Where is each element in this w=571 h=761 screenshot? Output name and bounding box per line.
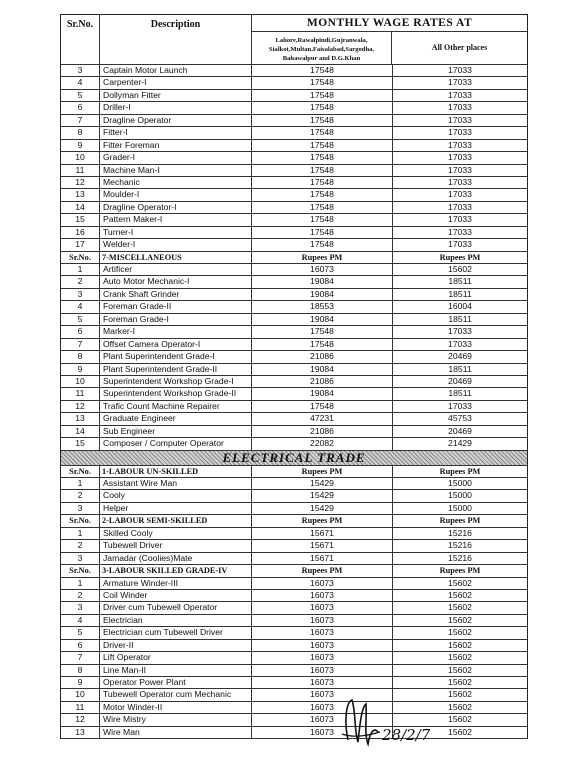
table-row bbox=[61, 578, 527, 590]
sr-no-cell: 10 bbox=[61, 152, 100, 163]
major-cities-rate-cell: 18553 bbox=[252, 301, 393, 312]
description-cell: Dragline Operator bbox=[100, 115, 252, 126]
major-cities-rate-cell: 17548 bbox=[252, 102, 393, 113]
other-places-rate-cell: 15602 bbox=[448, 264, 472, 274]
sr-no-cell: Sr.No. bbox=[61, 252, 100, 263]
sr-no-cell: 8 bbox=[61, 127, 100, 138]
other-places-rate-cell: 15602 bbox=[448, 726, 472, 737]
sr-no-cell: 4 bbox=[61, 301, 100, 312]
other-places-rate-cell: 17033 bbox=[448, 239, 472, 250]
description-cell: 2-LABOUR SEMI-SKILLED bbox=[100, 515, 252, 526]
major-cities-rate-cell: 21086 bbox=[252, 376, 393, 387]
description-heading: Description bbox=[100, 15, 252, 64]
other-places-rate-cell: 15000 bbox=[448, 478, 472, 488]
description-cell: Driller-I bbox=[100, 102, 252, 113]
other-places-rate-cell: 15602 bbox=[448, 689, 472, 700]
other-places-rate-cell: Rupees PM bbox=[439, 252, 481, 262]
other-places-rate-cell: 17033 bbox=[448, 338, 472, 349]
description-cell: Plant Superintendent Grade-I bbox=[100, 351, 252, 362]
table-row bbox=[61, 438, 527, 450]
table-row bbox=[61, 115, 527, 127]
major-cities-rate-cell: Rupees PM bbox=[252, 252, 393, 263]
major-cities-rate-cell: 17548 bbox=[252, 115, 393, 126]
major-cities-rate-cell: 15671 bbox=[252, 553, 393, 564]
other-places-rate-cell: 20469 bbox=[448, 425, 472, 436]
description-cell: Coil Winder bbox=[100, 590, 252, 601]
major-cities-rate-cell: 16073 bbox=[252, 602, 393, 613]
sr-no-cell: 6 bbox=[61, 640, 100, 651]
table-row bbox=[61, 401, 527, 413]
sr-no-cell: 14 bbox=[61, 202, 100, 213]
sr-no-cell: 12 bbox=[61, 401, 100, 412]
table-row bbox=[61, 102, 527, 114]
description-cell: Tubewell Operator cum Mechanic bbox=[100, 689, 252, 700]
sr-no-cell: 3 bbox=[61, 65, 100, 76]
table-row bbox=[61, 276, 527, 288]
other-places-rate-cell: 18511 bbox=[448, 363, 472, 374]
sr-no-cell: 3 bbox=[61, 503, 100, 514]
major-cities-rate-cell: 17548 bbox=[252, 214, 393, 225]
other-places-rate-cell: 17033 bbox=[448, 152, 472, 163]
description-cell: Line Man-II bbox=[100, 665, 252, 676]
major-cities-rate-cell: 17548 bbox=[252, 90, 393, 101]
section-banner: ELECTRICAL TRADE bbox=[61, 451, 527, 466]
sr-no-cell: 1 bbox=[61, 264, 100, 275]
table-row bbox=[61, 264, 527, 276]
other-places-rate-cell: 17033 bbox=[448, 214, 472, 225]
sr-no-cell: 6 bbox=[61, 102, 100, 113]
major-cities-rate-cell: 16073 bbox=[252, 615, 393, 626]
other-places-rate-cell: 17033 bbox=[448, 89, 472, 100]
sr-no-cell: 2 bbox=[61, 590, 100, 601]
major-cities-rate-cell: 15671 bbox=[252, 540, 393, 551]
sr-no-cell: 2 bbox=[61, 490, 100, 501]
other-places-rate-cell: 17033 bbox=[448, 139, 472, 150]
srno-heading: Sr.No. bbox=[61, 15, 100, 64]
other-places-rate-cell: 17033 bbox=[448, 127, 472, 138]
table-row bbox=[61, 376, 527, 388]
description-cell: Welder-I bbox=[100, 239, 252, 250]
other-places-rate-cell: 17033 bbox=[448, 77, 472, 88]
major-cities-rate-cell: 16073 bbox=[252, 727, 393, 738]
major-cities-rate-cell: 22082 bbox=[252, 438, 393, 449]
description-cell: Armature Winder-III bbox=[100, 578, 252, 589]
major-cities-rate-cell: 16073 bbox=[252, 652, 393, 663]
table-row bbox=[61, 189, 527, 201]
table-row bbox=[61, 640, 527, 652]
table-row bbox=[61, 652, 527, 664]
sr-no-cell: 9 bbox=[61, 140, 100, 151]
table-row bbox=[61, 90, 527, 102]
major-cities-rate-cell: 19084 bbox=[252, 276, 393, 287]
description-cell: Moulder-I bbox=[100, 189, 252, 200]
major-cities-rate-cell: 17548 bbox=[252, 77, 393, 88]
table-row bbox=[61, 77, 527, 89]
sr-no-cell: 7 bbox=[61, 652, 100, 663]
table-row bbox=[61, 177, 527, 189]
sr-no-cell: 12 bbox=[61, 177, 100, 188]
major-cities-rate-cell: 15429 bbox=[252, 503, 393, 514]
table-row bbox=[61, 553, 527, 565]
major-cities-rate-cell: 16073 bbox=[252, 702, 393, 713]
sr-no-cell: 15 bbox=[61, 214, 100, 225]
sr-no-cell: 9 bbox=[61, 364, 100, 375]
sr-no-cell: 9 bbox=[61, 677, 100, 688]
table-row bbox=[61, 677, 527, 689]
major-cities-rate-cell: 17548 bbox=[252, 239, 393, 250]
major-cities-rate-cell: 16073 bbox=[252, 627, 393, 638]
table-row bbox=[61, 227, 527, 239]
description-cell: Dollyman Fitter bbox=[100, 90, 252, 101]
major-cities-rate-cell: 17548 bbox=[252, 339, 393, 350]
description-cell: Electrician bbox=[100, 615, 252, 626]
description-cell: Mechanic bbox=[100, 177, 252, 188]
other-places-rate-cell: 15602 bbox=[448, 589, 472, 600]
table-row bbox=[61, 289, 527, 301]
other-places-rate-cell: 17033 bbox=[448, 102, 472, 113]
description-cell: Assistant Wire Man bbox=[100, 478, 252, 489]
description-cell: Plant Superintendent Grade-II bbox=[100, 364, 252, 375]
description-cell: Cooly bbox=[100, 490, 252, 501]
table-row bbox=[61, 528, 527, 540]
description-cell: Skilled Cooly bbox=[100, 528, 252, 539]
sr-no-cell: 14 bbox=[61, 426, 100, 437]
major-cities-rate-cell: 15429 bbox=[252, 478, 393, 489]
sr-no-cell: 4 bbox=[61, 615, 100, 626]
description-cell: Carpenter-I bbox=[100, 77, 252, 88]
other-places-rate-cell: 17033 bbox=[448, 65, 472, 75]
major-cities-rate-cell: 17548 bbox=[252, 65, 393, 76]
sr-no-cell: Sr.No. bbox=[61, 565, 100, 576]
sr-no-cell: 8 bbox=[61, 665, 100, 676]
description-cell: Fitter-I bbox=[100, 127, 252, 138]
table-row bbox=[61, 602, 527, 614]
description-cell: Fitter Foreman bbox=[100, 140, 252, 151]
table-row bbox=[61, 490, 527, 502]
other-places-rate-cell: 15602 bbox=[448, 627, 472, 638]
sr-no-cell: 11 bbox=[61, 388, 100, 399]
table-row bbox=[61, 364, 527, 376]
other-places-rate-cell: 15602 bbox=[448, 701, 472, 712]
table-row bbox=[61, 665, 527, 677]
table-row bbox=[61, 689, 527, 701]
sr-no-cell: 11 bbox=[61, 702, 100, 713]
description-cell: Driver cum Tubewell Operator bbox=[100, 602, 252, 613]
major-cities-rate-cell: 17548 bbox=[252, 401, 393, 412]
monthly-wage-rates-title: MONTHLY WAGE RATES AT bbox=[252, 15, 527, 32]
sr-no-cell: 17 bbox=[61, 239, 100, 250]
other-places-rate-cell: 17033 bbox=[448, 164, 472, 175]
table-row bbox=[61, 388, 527, 400]
other-places-rate-cell: 15602 bbox=[448, 714, 472, 725]
major-cities-rate-cell: 21086 bbox=[252, 351, 393, 362]
table-row bbox=[61, 202, 527, 214]
description-cell: Driver-II bbox=[100, 640, 252, 651]
major-cities-column-heading: Lahore,Rawalpindi,Gujranwala, Sialkot,Multan,Faisalabad,Sargodha, Bahawalpur and D.G.Khan bbox=[252, 32, 392, 64]
table-row bbox=[61, 702, 527, 714]
handwritten-signature bbox=[334, 682, 444, 752]
description-cell: Marker-I bbox=[100, 326, 252, 337]
description-cell: Dragline Operator-I bbox=[100, 202, 252, 213]
other-places-rate-cell: 18511 bbox=[448, 276, 472, 287]
table-row bbox=[61, 540, 527, 552]
sr-no-cell: 2 bbox=[61, 276, 100, 287]
major-cities-rate-cell: 19084 bbox=[252, 364, 393, 375]
major-cities-rate-cell: 17548 bbox=[252, 177, 393, 188]
major-cities-rate-cell: 17548 bbox=[252, 165, 393, 176]
sr-no-cell: 16 bbox=[61, 227, 100, 238]
signature-date: 28/2/7 bbox=[382, 726, 431, 744]
table-header bbox=[61, 15, 527, 65]
other-places-rate-cell: 15000 bbox=[448, 502, 472, 513]
sr-no-cell: 7 bbox=[61, 115, 100, 126]
description-cell: Auto Motor Mechanic-I bbox=[100, 276, 252, 287]
sr-no-cell: 3 bbox=[61, 602, 100, 613]
description-cell: Offset Camera Operator-I bbox=[100, 339, 252, 350]
other-places-rate-cell: 21429 bbox=[448, 438, 472, 449]
description-cell: Turner-I bbox=[100, 227, 252, 238]
description-cell: Foreman Grade-II bbox=[100, 301, 252, 312]
description-cell: Tubewell Driver bbox=[100, 540, 252, 551]
sr-no-cell: Sr.No. bbox=[61, 515, 100, 526]
other-places-rate-cell: 18511 bbox=[448, 288, 472, 299]
sr-no-cell: 13 bbox=[61, 189, 100, 200]
major-cities-rate-cell: 17548 bbox=[252, 326, 393, 337]
major-cities-rate-cell: 15671 bbox=[252, 528, 393, 539]
major-cities-rate-cell: Rupees PM bbox=[252, 466, 393, 477]
sr-no-cell: 3 bbox=[61, 553, 100, 564]
table-row bbox=[61, 326, 527, 338]
table-row bbox=[61, 140, 527, 152]
major-cities-rate-cell: 16073 bbox=[252, 590, 393, 601]
table-row bbox=[61, 214, 527, 226]
table-row bbox=[61, 351, 527, 363]
table-row bbox=[61, 714, 527, 726]
description-cell: Crank Shaft Grinder bbox=[100, 289, 252, 300]
sr-no-cell: 10 bbox=[61, 376, 100, 387]
major-cities-rate-cell: 47231 bbox=[252, 413, 393, 424]
other-places-rate-cell: 17033 bbox=[448, 201, 472, 212]
other-places-rate-cell: 20469 bbox=[448, 375, 472, 386]
section-header-row bbox=[61, 466, 527, 478]
description-cell: Captain Motor Launch bbox=[100, 65, 252, 76]
major-cities-rate-cell: 16073 bbox=[252, 677, 393, 688]
major-cities-rate-cell: 17548 bbox=[252, 152, 393, 163]
sr-no-cell: Sr.No. bbox=[61, 466, 100, 477]
description-cell: Motor Winder-II bbox=[100, 702, 252, 713]
major-cities-rate-cell: 16073 bbox=[252, 578, 393, 589]
other-places-rate-cell: 15216 bbox=[448, 540, 472, 551]
major-cities-rate-cell: 15429 bbox=[252, 490, 393, 501]
other-places-rate-cell: 15216 bbox=[448, 552, 472, 563]
other-places-rate-cell: 17033 bbox=[448, 114, 472, 125]
sr-no-cell: 5 bbox=[61, 90, 100, 101]
sr-no-cell: 15 bbox=[61, 438, 100, 449]
description-cell: Wire Mistry bbox=[100, 714, 252, 725]
table-row bbox=[61, 239, 527, 251]
description-cell: Superintendent Workshop Grade-I bbox=[100, 376, 252, 387]
description-cell: Pattern Maker-I bbox=[100, 214, 252, 225]
other-places-rate-cell: Rupees PM bbox=[439, 566, 481, 576]
other-places-rate-cell: 15602 bbox=[448, 614, 472, 625]
description-cell: Lift Operator bbox=[100, 652, 252, 663]
other-places-rate-cell: 15216 bbox=[448, 527, 472, 538]
other-places-rate-cell: 15602 bbox=[448, 677, 472, 687]
description-cell: Helper bbox=[100, 503, 252, 514]
description-cell: Foreman Grade-I bbox=[100, 314, 252, 325]
table-row bbox=[61, 503, 527, 515]
table-row bbox=[61, 727, 527, 739]
sr-no-cell: 7 bbox=[61, 339, 100, 350]
description-cell: Sub Engineer bbox=[100, 426, 252, 437]
other-places-rate-cell: 17033 bbox=[448, 176, 472, 187]
other-places-rate-cell: 18511 bbox=[448, 313, 472, 324]
other-places-rate-cell: 15602 bbox=[448, 577, 472, 588]
section-header-row bbox=[61, 515, 527, 527]
table-row bbox=[61, 165, 527, 177]
sr-no-cell: 2 bbox=[61, 540, 100, 551]
wage-rates-heading-group bbox=[252, 15, 527, 64]
description-cell: 3-LABOUR SKILLED GRADE-IV bbox=[100, 565, 252, 576]
table-row bbox=[61, 590, 527, 602]
description-cell: Artificer bbox=[100, 264, 252, 275]
description-cell: Jamadar (Coolies)Mate bbox=[100, 553, 252, 564]
table-row bbox=[61, 413, 527, 425]
table-row bbox=[61, 152, 527, 164]
other-places-rate-cell: 15602 bbox=[448, 639, 472, 650]
description-cell: Machine Man-I bbox=[100, 165, 252, 176]
sr-no-cell: 11 bbox=[61, 165, 100, 176]
other-places-rate-cell: 17033 bbox=[448, 226, 472, 237]
sr-no-cell: 5 bbox=[61, 627, 100, 638]
other-places-rate-cell: 17033 bbox=[448, 189, 472, 200]
major-cities-rate-cell: 16073 bbox=[252, 665, 393, 676]
sr-no-cell: 1 bbox=[61, 478, 100, 489]
description-cell: Wire Man bbox=[100, 727, 252, 738]
major-cities-rate-cell: 17548 bbox=[252, 227, 393, 238]
table-row bbox=[61, 314, 527, 326]
major-cities-rate-cell: 19084 bbox=[252, 388, 393, 399]
table-row bbox=[61, 478, 527, 490]
other-places-rate-cell: 15602 bbox=[448, 664, 472, 675]
major-cities-rate-cell: 21086 bbox=[252, 426, 393, 437]
section-header-row bbox=[61, 565, 527, 577]
major-cities-rate-cell: 17548 bbox=[252, 189, 393, 200]
table-row bbox=[61, 65, 527, 77]
table-body bbox=[61, 65, 527, 739]
wage-rates-table bbox=[60, 14, 528, 739]
description-cell: 7-MISCELLANEOUS bbox=[100, 252, 252, 263]
description-cell: 1-LABOUR UN-SKILLED bbox=[100, 466, 252, 477]
sr-no-cell: 5 bbox=[61, 314, 100, 325]
sr-no-cell: 13 bbox=[61, 727, 100, 738]
other-places-rate-cell: 17033 bbox=[448, 326, 472, 337]
table-row bbox=[61, 339, 527, 351]
sr-no-cell: 3 bbox=[61, 289, 100, 300]
description-cell: Composer / Computer Operator bbox=[100, 438, 252, 449]
description-cell: Electrician cum Tubewell Driver bbox=[100, 627, 252, 638]
description-cell: Grader-I bbox=[100, 152, 252, 163]
description-cell: Graduate Engineer bbox=[100, 413, 252, 424]
table-row bbox=[61, 301, 527, 313]
table-row bbox=[61, 127, 527, 139]
other-places-rate-cell: 20469 bbox=[448, 351, 472, 362]
major-cities-rate-cell: 17548 bbox=[252, 202, 393, 213]
description-cell: Superintendent Workshop Grade-II bbox=[100, 388, 252, 399]
other-places-rate-cell: 15602 bbox=[448, 652, 472, 663]
description-cell: Trafic Count Machine Repairer bbox=[100, 401, 252, 412]
other-places-rate-cell: 17033 bbox=[448, 400, 472, 411]
section-header-row bbox=[61, 252, 527, 264]
major-cities-rate-cell: 17548 bbox=[252, 140, 393, 151]
major-cities-rate-cell: 19084 bbox=[252, 314, 393, 325]
sr-no-cell: 1 bbox=[61, 578, 100, 589]
sr-no-cell: 10 bbox=[61, 689, 100, 700]
other-places-rate-cell: 16004 bbox=[448, 301, 472, 312]
major-cities-rate-cell: 16073 bbox=[252, 264, 393, 275]
major-cities-rate-cell: Rupees PM bbox=[252, 565, 393, 576]
other-places-rate-cell: Rupees PM bbox=[439, 516, 481, 526]
sr-no-cell: 1 bbox=[61, 528, 100, 539]
table-row bbox=[61, 627, 527, 639]
sr-no-cell: 6 bbox=[61, 326, 100, 337]
other-places-rate-cell: 18511 bbox=[448, 388, 472, 399]
sr-no-cell: 13 bbox=[61, 413, 100, 424]
other-places-rate-cell: 15000 bbox=[448, 490, 472, 501]
major-cities-rate-cell: 16073 bbox=[252, 714, 393, 725]
major-cities-rate-cell: 19084 bbox=[252, 289, 393, 300]
sr-no-cell: 8 bbox=[61, 351, 100, 362]
other-places-column-heading: All Other places bbox=[431, 43, 488, 52]
major-cities-rate-cell: 17548 bbox=[252, 127, 393, 138]
table-row bbox=[61, 426, 527, 438]
table-row bbox=[61, 615, 527, 627]
sr-no-cell: 4 bbox=[61, 77, 100, 88]
major-cities-rate-cell: 16073 bbox=[252, 640, 393, 651]
major-cities-rate-cell: 16073 bbox=[252, 689, 393, 700]
description-cell: Operator Power Plant bbox=[100, 677, 252, 688]
other-places-rate-cell: 15602 bbox=[448, 602, 472, 613]
other-places-rate-cell: Rupees PM bbox=[439, 466, 481, 476]
sr-no-cell: 12 bbox=[61, 714, 100, 725]
other-places-rate-cell: 45753 bbox=[448, 413, 472, 424]
major-cities-rate-cell: Rupees PM bbox=[252, 515, 393, 526]
